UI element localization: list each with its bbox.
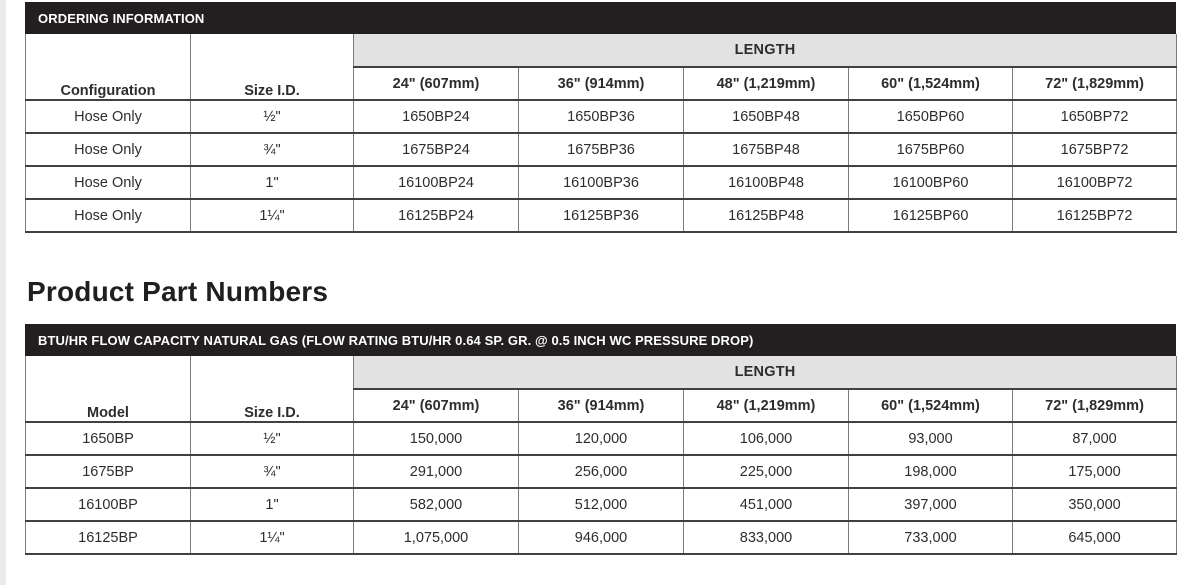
table-row <box>26 133 1177 166</box>
ordering-information-table <box>25 34 1177 233</box>
capacity-cell: 733,000 <box>849 521 1013 554</box>
capacity-cell: 225,000 <box>684 455 849 488</box>
model-cell: 16100BP <box>26 488 191 521</box>
capacity-cell: 256,000 <box>519 455 684 488</box>
size-id-column-header: Size I.D. <box>191 356 354 422</box>
flow-capacity-title-bar <box>25 324 1176 356</box>
part-number-cell: 1650BP48 <box>684 100 849 133</box>
capacity-cell: 291,000 <box>354 455 519 488</box>
page-left-edge <box>0 0 6 585</box>
part-number-cell: 1675BP36 <box>519 133 684 166</box>
length-group-header: LENGTH <box>354 356 1177 389</box>
part-number-cell: 1675BP60 <box>849 133 1013 166</box>
size-id-cell: 1¼" <box>191 521 354 554</box>
table-row <box>26 455 1177 488</box>
size-id-cell: ¾" <box>191 133 354 166</box>
capacity-cell: 198,000 <box>849 455 1013 488</box>
part-number-cell: 1650BP60 <box>849 100 1013 133</box>
capacity-cell: 350,000 <box>1013 488 1177 521</box>
configuration-cell: Hose Only <box>26 133 191 166</box>
part-number-cell: 16100BP24 <box>354 166 519 199</box>
length-column-header-60: 60" (1,524mm) <box>849 67 1013 100</box>
length-column-header-24: 24" (607mm) <box>354 389 519 422</box>
capacity-cell: 87,000 <box>1013 422 1177 455</box>
part-number-cell: 1675BP24 <box>354 133 519 166</box>
size-id-cell: 1¼" <box>191 199 354 232</box>
capacity-cell: 833,000 <box>684 521 849 554</box>
size-id-cell: ½" <box>191 422 354 455</box>
length-column-header-48: 48" (1,219mm) <box>684 389 849 422</box>
capacity-cell: 1,075,000 <box>354 521 519 554</box>
length-column-header-72: 72" (1,829mm) <box>1013 67 1177 100</box>
part-number-cell: 16125BP72 <box>1013 199 1177 232</box>
capacity-cell: 451,000 <box>684 488 849 521</box>
configuration-cell: Hose Only <box>26 100 191 133</box>
table-row <box>26 521 1177 554</box>
size-id-column-header: Size I.D. <box>191 34 354 100</box>
configuration-cell: Hose Only <box>26 199 191 232</box>
flow-capacity-table <box>25 356 1177 555</box>
length-column-header-36: 36" (914mm) <box>519 389 684 422</box>
length-column-header-48: 48" (1,219mm) <box>684 67 849 100</box>
table-row <box>26 488 1177 521</box>
model-cell: 1675BP <box>26 455 191 488</box>
part-number-cell: 1675BP48 <box>684 133 849 166</box>
length-column-header-72: 72" (1,829mm) <box>1013 389 1177 422</box>
configuration-cell: Hose Only <box>26 166 191 199</box>
part-number-cell: 16100BP60 <box>849 166 1013 199</box>
part-number-cell: 16125BP24 <box>354 199 519 232</box>
part-number-cell: 16100BP48 <box>684 166 849 199</box>
flow-capacity-section <box>25 324 1176 555</box>
capacity-cell: 582,000 <box>354 488 519 521</box>
part-number-cell: 16125BP60 <box>849 199 1013 232</box>
part-number-cell: 16100BP72 <box>1013 166 1177 199</box>
capacity-cell: 106,000 <box>684 422 849 455</box>
length-column-header-24: 24" (607mm) <box>354 67 519 100</box>
part-number-cell: 1650BP72 <box>1013 100 1177 133</box>
capacity-cell: 512,000 <box>519 488 684 521</box>
flow-capacity-title: BTU/HR FLOW CAPACITY NATURAL GAS (FLOW RATING BTU/HR 0.64 SP. GR. @ 0.5 INCH WC PRESSURE DROP) <box>38 332 754 348</box>
capacity-cell: 93,000 <box>849 422 1013 455</box>
part-number-cell: 1650BP36 <box>519 100 684 133</box>
capacity-cell: 645,000 <box>1013 521 1177 554</box>
part-number-cell: 16125BP36 <box>519 199 684 232</box>
ordering-information-title: ORDERING INFORMATION <box>38 10 205 26</box>
part-number-cell: 1650BP24 <box>354 100 519 133</box>
size-id-cell: ½" <box>191 100 354 133</box>
part-number-cell: 16125BP48 <box>684 199 849 232</box>
size-id-cell: 1" <box>191 166 354 199</box>
model-cell: 16125BP <box>26 521 191 554</box>
table-row <box>26 100 1177 133</box>
capacity-cell: 946,000 <box>519 521 684 554</box>
capacity-cell: 397,000 <box>849 488 1013 521</box>
configuration-column-header: Configuration <box>26 34 191 100</box>
page-title: Product Part Numbers <box>27 276 329 307</box>
capacity-cell: 120,000 <box>519 422 684 455</box>
size-id-cell: 1" <box>191 488 354 521</box>
length-group-header: LENGTH <box>354 34 1177 67</box>
table-row <box>26 166 1177 199</box>
part-number-cell: 1675BP72 <box>1013 133 1177 166</box>
table-row <box>26 199 1177 232</box>
length-column-header-36: 36" (914mm) <box>519 67 684 100</box>
capacity-cell: 150,000 <box>354 422 519 455</box>
ordering-information-title-bar <box>25 2 1176 34</box>
ordering-information-section <box>25 2 1176 233</box>
model-cell: 1650BP <box>26 422 191 455</box>
part-number-cell: 16100BP36 <box>519 166 684 199</box>
capacity-cell: 175,000 <box>1013 455 1177 488</box>
length-column-header-60: 60" (1,524mm) <box>849 389 1013 422</box>
table-row <box>26 422 1177 455</box>
model-column-header: Model <box>26 356 191 422</box>
size-id-cell: ¾" <box>191 455 354 488</box>
